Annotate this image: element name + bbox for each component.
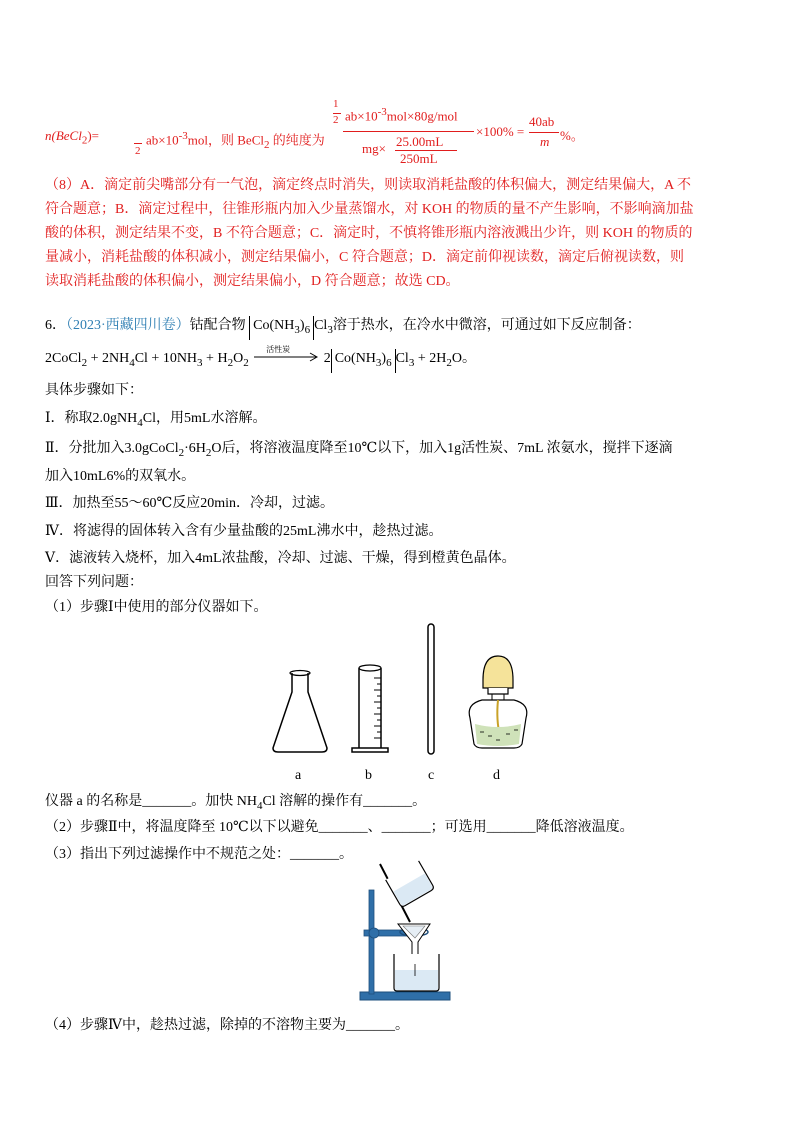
step-2 — [45, 439, 673, 463]
reaction-equation — [45, 345, 476, 373]
n-eq: )= — [87, 128, 99, 143]
step-4 — [45, 522, 442, 542]
apparatus-figure — [270, 620, 530, 760]
sub-question-2: （2）步骤Ⅱ中，将温度降至 10℃以下以避免_______、_______；可选用_______降低溶液温度。 — [45, 820, 634, 835]
step1-a: Ⅰ．称取 — [45, 411, 93, 426]
big-half-den: 2 — [333, 114, 339, 126]
step2-b: 后，将溶液温度降至 — [221, 441, 348, 456]
step2-a: Ⅱ．分批加入 — [45, 441, 125, 456]
big-fraction-bar — [343, 131, 474, 132]
step4-a: Ⅳ．将滤得的固体转入含有少量盐酸的 — [45, 524, 283, 539]
complex-sub6: 6 — [304, 323, 311, 336]
result-fraction — [529, 114, 555, 149]
eq-sub: 2 — [227, 356, 234, 369]
eq-right: 2 — [323, 351, 331, 366]
q8-answer — [45, 174, 765, 294]
step2-d: 活性炭、7mL 浓氨水，搅拌下逐滴 — [461, 441, 673, 456]
step-2-cont — [45, 467, 195, 487]
q6-intro-tail: 溶于热水，在冷水中微溶，可通过如下反应制备： — [332, 318, 641, 333]
complex-cl: Cl — [314, 318, 328, 333]
times-100: ×100% = — [476, 124, 525, 139]
eq-mid4: O — [233, 351, 244, 366]
sub-question-1: （1）步骤Ⅰ中使用的部分仪器如下。 — [45, 600, 268, 615]
big-num-tail: mol×80g/mol — [386, 108, 458, 124]
eq-complex-text: Co(NH — [334, 351, 376, 366]
step5-a: Ⅴ．滤液转入烧杯，加入 — [45, 551, 196, 566]
q8-line: （8）A．滴定前尖嘴部分有一气泡，滴定终点时消失，则读取消耗盐酸的体积偏大，测定结果偏大，A 不 — [45, 178, 691, 193]
step2-sub: 2 — [178, 446, 185, 459]
step2-w: ·6H — [184, 441, 206, 456]
eq-sub: 6 — [386, 356, 392, 369]
step-3 — [45, 494, 334, 514]
step3-a: Ⅲ．加热至 — [45, 496, 115, 511]
eq-sub: 3 — [408, 356, 415, 369]
label-a: a — [295, 768, 302, 783]
moles-value — [146, 126, 325, 155]
eq-mid2: Cl + 10NH — [134, 351, 198, 366]
q6-intro-text: 钴配合物 — [189, 318, 246, 333]
n-value: ab×10 — [146, 132, 179, 148]
sub-question-3: （3）指出下列过滤操作中不规范之处：_______。 — [45, 847, 353, 862]
eq-right4: O。 — [451, 351, 476, 366]
step2-v: 10mL6% — [73, 469, 126, 484]
big-half-num: 1 — [333, 98, 339, 110]
den-small-den: 250mL — [400, 151, 438, 166]
n-label: n(BeCl — [45, 128, 82, 143]
den-small-num: 25.00mL — [396, 134, 444, 149]
n-unit: mol，则 BeCl — [187, 132, 264, 148]
q1-fill-tail: Cl 溶解的操作有_______。 — [262, 794, 427, 809]
n-sub: 2 — [81, 134, 88, 147]
step-5 — [45, 549, 516, 569]
eq-sub: 2 — [243, 356, 249, 369]
alcohol-lamp-icon — [469, 656, 527, 748]
reaction-arrow — [252, 345, 320, 362]
sub-question-4: （4）步骤Ⅳ中，趁热过滤，除掉的不溶物主要为_______。 — [45, 1018, 409, 1033]
eq-left: 2CoCl — [45, 351, 82, 366]
eq-sub: 3 — [197, 356, 203, 369]
complex-formula: $Co(NH_3)_6$ — [249, 316, 314, 340]
n-unit-sub: 2 — [263, 138, 270, 151]
q1-fill-sub: 4 — [256, 799, 263, 812]
step-1 — [45, 409, 266, 433]
q8-line: 读取消耗盐酸的体积偏小，测定结果偏小，D 符合题意；故选 CD。 — [45, 274, 460, 289]
steps-title: 具体步骤如下： — [45, 383, 143, 398]
filtration-apparatus-figure — [350, 860, 470, 1010]
step1-sub: 4 — [137, 416, 143, 429]
step2-t: 10℃ — [347, 441, 378, 456]
label-b: b — [365, 768, 372, 783]
q6-number: 6． — [45, 318, 66, 333]
eq-right3: + 2H — [414, 351, 447, 366]
catalyst-label: 活性炭 — [266, 345, 291, 354]
step4-v: 25mL — [283, 524, 317, 539]
half-den: 2 — [135, 145, 141, 157]
glass-rod-icon — [428, 624, 434, 754]
eq-complex: $Co(NH_3)_6$ — [331, 349, 396, 373]
step1-v: 5mL — [184, 411, 211, 426]
complex-text: Co(NH — [253, 318, 295, 333]
q1-fill-text: 仪器 a 的名称是_______。加快 NH — [45, 794, 257, 809]
step3-t: 55～60℃ — [114, 496, 173, 511]
step1-m: 2.0gNH — [92, 411, 138, 426]
step1-c: ，用 — [156, 411, 184, 426]
eq-sub: 2 — [81, 356, 88, 369]
eq-right2: Cl — [395, 351, 409, 366]
q8-line: 符合题意；B．滴定过程中，往锥形瓶内加入少量蒸馏水，对 KOH 的物质的量不产生影响，不影响滴加盐 — [45, 202, 694, 217]
step4-b: 沸水中，趁热过滤。 — [316, 524, 443, 539]
graduated-cylinder-icon — [352, 665, 388, 752]
q8-line: 酸的体积，测定结果不变，B 不符合题意；C．滴定时，不慎将锥形瓶内溶液溅出少许，则 KOH 的物质的 — [45, 226, 693, 241]
answer-prompt: 回答下列问题： — [45, 575, 143, 590]
n-tail: 的纯度为 — [269, 132, 325, 148]
moles-expression — [45, 126, 99, 151]
result-den: m — [540, 134, 550, 149]
step3-c: ．冷却，过滤。 — [235, 496, 334, 511]
result-pct: %。 — [560, 128, 584, 143]
step2-f: 的双氧水。 — [125, 469, 196, 484]
q8-line: 量减小，消耗盐酸的体积减小，测定结果偏小，C 符合题意；D．滴定前仰视读数，滴定后俯视读数，则 — [45, 250, 684, 265]
step5-b: 浓盐酸，冷却、过滤、干燥，得到橙黄色晶体。 — [221, 551, 516, 566]
eq-mid3: + H — [202, 351, 228, 366]
step2-sub: 2 — [205, 446, 212, 459]
eq-sub: 4 — [129, 356, 135, 369]
big-num: ab×10 — [345, 108, 378, 124]
q6-source: （2023·西藏四川卷） — [66, 318, 190, 333]
eq-sub: 2 — [446, 356, 452, 369]
big-num-exp: -3 — [377, 106, 387, 118]
step2-m: 3.0gCoCl — [124, 441, 179, 456]
step1-d: 水溶解。 — [210, 411, 267, 426]
result-num: 40ab — [529, 114, 555, 129]
step3-b: 反应 — [172, 496, 201, 511]
complex-sub3: 3 — [294, 323, 300, 336]
step3-m: 20min — [200, 496, 236, 511]
step1-b: Cl — [142, 411, 156, 426]
label-d: d — [493, 768, 500, 783]
label-c: c — [428, 768, 435, 783]
den-left: mg× — [362, 141, 386, 156]
eq-sub: 3 — [375, 356, 382, 369]
step2-g: 1g — [447, 441, 462, 456]
step2-e: 加入 — [45, 469, 73, 484]
conical-flask-icon — [273, 671, 327, 753]
step2-w2: O — [211, 441, 222, 456]
q6-intro — [45, 316, 641, 340]
complex-cl-sub: 3 — [327, 323, 333, 336]
q1-fill — [45, 792, 426, 816]
step5-v: 4mL — [195, 551, 222, 566]
n-exp: -3 — [178, 130, 188, 142]
step2-c: 以下，加入 — [377, 441, 448, 456]
eq-mid: + 2NH — [87, 351, 130, 366]
